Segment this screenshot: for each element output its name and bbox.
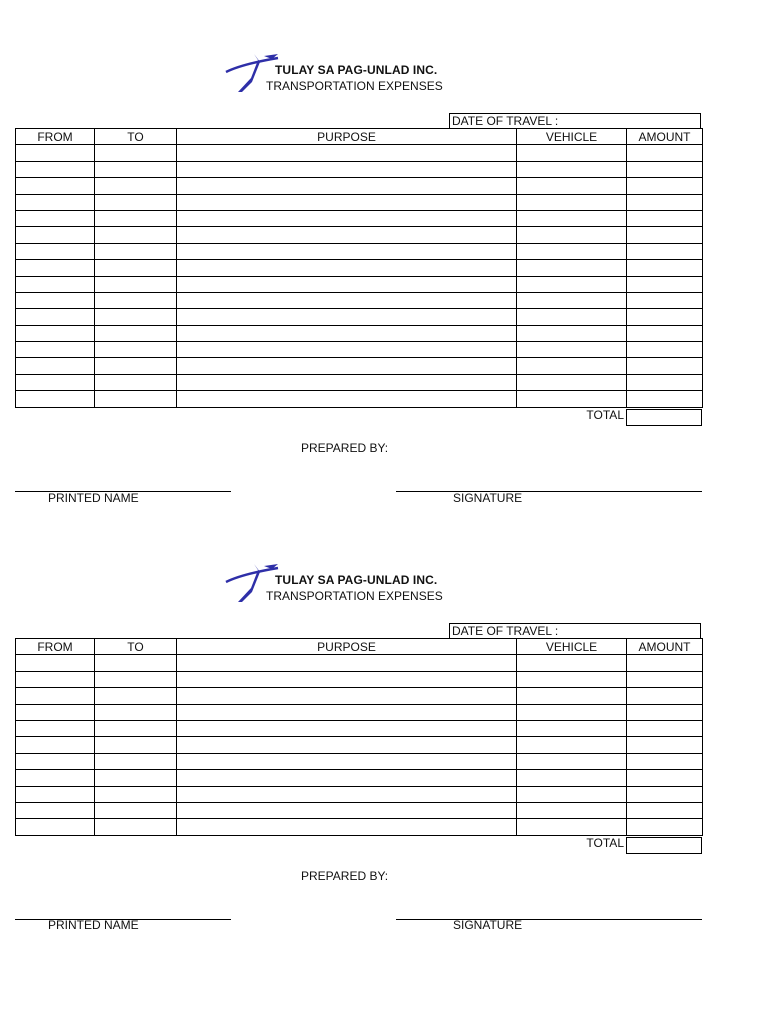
cell-from[interactable] <box>16 194 95 210</box>
company-name: TULAY SA PAG-UNLAD INC. <box>275 63 438 77</box>
cell-purpose[interactable] <box>177 227 517 243</box>
cell-purpose[interactable] <box>177 753 517 769</box>
cell-purpose[interactable] <box>177 325 517 341</box>
table-row <box>16 819 703 835</box>
cell-to[interactable] <box>95 704 177 720</box>
cell-purpose[interactable] <box>177 276 517 292</box>
cell-vehicle[interactable] <box>517 342 627 358</box>
cell-amount[interactable] <box>627 325 703 341</box>
cell-from[interactable] <box>16 819 95 835</box>
form-title: TRANSPORTATION EXPENSES <box>266 79 443 93</box>
table-row <box>16 802 703 818</box>
expense-table <box>15 638 703 836</box>
cell-amount[interactable] <box>627 292 703 308</box>
cell-amount[interactable] <box>627 227 703 243</box>
cell-vehicle[interactable] <box>517 720 627 736</box>
table-row <box>16 358 703 374</box>
cell-vehicle[interactable] <box>517 260 627 276</box>
column-header-vehicle: VEHICLE <box>517 129 627 145</box>
cell-to[interactable] <box>95 260 177 276</box>
table-row <box>16 260 703 276</box>
cell-vehicle[interactable] <box>517 688 627 704</box>
column-header-vehicle: VEHICLE <box>517 639 627 655</box>
cell-purpose[interactable] <box>177 178 517 194</box>
cell-amount[interactable] <box>627 786 703 802</box>
column-header-amount: AMOUNT <box>627 639 703 655</box>
table-row <box>16 243 703 259</box>
cell-from[interactable] <box>16 374 95 390</box>
cell-purpose[interactable] <box>177 802 517 818</box>
cell-purpose[interactable] <box>177 786 517 802</box>
table-row <box>16 704 703 720</box>
cell-amount[interactable] <box>627 342 703 358</box>
cell-purpose[interactable] <box>177 292 517 308</box>
cell-from[interactable] <box>16 260 95 276</box>
cell-vehicle[interactable] <box>517 819 627 835</box>
total-amount-field[interactable] <box>626 409 702 426</box>
form-title: TRANSPORTATION EXPENSES <box>266 589 443 603</box>
cell-to[interactable] <box>95 374 177 390</box>
cell-purpose[interactable] <box>177 243 517 259</box>
cell-vehicle[interactable] <box>517 374 627 390</box>
cell-purpose[interactable] <box>177 819 517 835</box>
cell-to[interactable] <box>95 688 177 704</box>
table-row <box>16 342 703 358</box>
table-row <box>16 720 703 736</box>
cell-from[interactable] <box>16 753 95 769</box>
cell-to[interactable] <box>95 276 177 292</box>
cell-amount[interactable] <box>627 704 703 720</box>
cell-from[interactable] <box>16 802 95 818</box>
cell-to[interactable] <box>95 720 177 736</box>
cell-from[interactable] <box>16 161 95 177</box>
table-row <box>16 145 703 161</box>
cell-to[interactable] <box>95 178 177 194</box>
printed-name-label: PRINTED NAME <box>48 491 139 505</box>
cell-purpose[interactable] <box>177 260 517 276</box>
cell-amount[interactable] <box>627 243 703 259</box>
cell-amount[interactable] <box>627 161 703 177</box>
column-header-to: TO <box>95 129 177 145</box>
cell-amount[interactable] <box>627 145 703 161</box>
cell-purpose[interactable] <box>177 391 517 407</box>
cell-to[interactable] <box>95 358 177 374</box>
cell-to[interactable] <box>95 227 177 243</box>
cell-amount[interactable] <box>627 671 703 687</box>
total-amount-field[interactable] <box>626 837 702 854</box>
cell-to[interactable] <box>95 671 177 687</box>
cell-to[interactable] <box>95 802 177 818</box>
cell-to[interactable] <box>95 391 177 407</box>
cell-from[interactable] <box>16 737 95 753</box>
cell-to[interactable] <box>95 210 177 226</box>
cell-from[interactable] <box>16 720 95 736</box>
cell-vehicle[interactable] <box>517 737 627 753</box>
cell-from[interactable] <box>16 655 95 671</box>
cell-vehicle[interactable] <box>517 178 627 194</box>
cell-purpose[interactable] <box>177 704 517 720</box>
cell-to[interactable] <box>95 309 177 325</box>
column-header-purpose: PURPOSE <box>177 129 517 145</box>
cell-amount[interactable] <box>627 770 703 786</box>
table-header-row <box>16 639 703 655</box>
cell-from[interactable] <box>16 325 95 341</box>
cell-to[interactable] <box>95 194 177 210</box>
table-row <box>16 655 703 671</box>
cell-from[interactable] <box>16 391 95 407</box>
cell-amount[interactable] <box>627 655 703 671</box>
cell-vehicle[interactable] <box>517 194 627 210</box>
cell-vehicle[interactable] <box>517 704 627 720</box>
table-row <box>16 292 703 308</box>
cell-amount[interactable] <box>627 374 703 390</box>
cell-to[interactable] <box>95 786 177 802</box>
cell-amount[interactable] <box>627 178 703 194</box>
table-row <box>16 161 703 177</box>
table-row <box>16 391 703 407</box>
cell-vehicle[interactable] <box>517 292 627 308</box>
cell-to[interactable] <box>95 737 177 753</box>
cell-to[interactable] <box>95 655 177 671</box>
cell-purpose[interactable] <box>177 374 517 390</box>
cell-vehicle[interactable] <box>517 770 627 786</box>
cell-from[interactable] <box>16 688 95 704</box>
cell-vehicle[interactable] <box>517 786 627 802</box>
cell-purpose[interactable] <box>177 161 517 177</box>
cell-amount[interactable] <box>627 210 703 226</box>
table-row <box>16 276 703 292</box>
cell-from[interactable] <box>16 704 95 720</box>
table-row <box>16 770 703 786</box>
table-body <box>16 145 703 407</box>
table-row <box>16 786 703 802</box>
company-name: TULAY SA PAG-UNLAD INC. <box>275 573 438 587</box>
cell-from[interactable] <box>16 243 95 259</box>
table-body <box>16 655 703 835</box>
cell-from[interactable] <box>16 358 95 374</box>
signature-line[interactable] <box>396 491 702 492</box>
printed-name-label: PRINTED NAME <box>48 918 139 932</box>
table-row <box>16 309 703 325</box>
column-header-from: FROM <box>16 129 95 145</box>
signature-label: SIGNATURE <box>453 918 523 932</box>
table-row <box>16 671 703 687</box>
cell-vehicle[interactable] <box>517 391 627 407</box>
column-header-to: TO <box>95 639 177 655</box>
table-row <box>16 210 703 226</box>
signature-line[interactable] <box>396 919 702 920</box>
cell-amount[interactable] <box>627 819 703 835</box>
cell-from[interactable] <box>16 342 95 358</box>
cell-to[interactable] <box>95 243 177 259</box>
cell-from[interactable] <box>16 292 95 308</box>
cell-from[interactable] <box>16 227 95 243</box>
cell-from[interactable] <box>16 145 95 161</box>
cell-amount[interactable] <box>627 194 703 210</box>
cell-to[interactable] <box>95 342 177 358</box>
cell-purpose[interactable] <box>177 194 517 210</box>
table-row <box>16 227 703 243</box>
table-row <box>16 374 703 390</box>
cell-amount[interactable] <box>627 391 703 407</box>
prepared-by-label: PREPARED BY: <box>301 441 389 455</box>
table-row <box>16 753 703 769</box>
cell-to[interactable] <box>95 770 177 786</box>
cell-from[interactable] <box>16 210 95 226</box>
cell-vehicle[interactable] <box>517 753 627 769</box>
cell-amount[interactable] <box>627 688 703 704</box>
cell-purpose[interactable] <box>177 720 517 736</box>
table-row <box>16 194 703 210</box>
cell-purpose[interactable] <box>177 737 517 753</box>
total-label: TOTAL <box>586 836 624 850</box>
cell-purpose[interactable] <box>177 210 517 226</box>
date-of-travel-field[interactable]: DATE OF TRAVEL : <box>449 623 701 639</box>
cell-amount[interactable] <box>627 802 703 818</box>
cell-purpose[interactable] <box>177 655 517 671</box>
cell-purpose[interactable] <box>177 342 517 358</box>
cell-vehicle[interactable] <box>517 671 627 687</box>
cell-to[interactable] <box>95 753 177 769</box>
cell-vehicle[interactable] <box>517 243 627 259</box>
cell-amount[interactable] <box>627 737 703 753</box>
cell-amount[interactable] <box>627 358 703 374</box>
cell-amount[interactable] <box>627 753 703 769</box>
cell-vehicle[interactable] <box>517 227 627 243</box>
cell-from[interactable] <box>16 786 95 802</box>
prepared-by-label: PREPARED BY: <box>301 869 389 883</box>
cell-from[interactable] <box>16 309 95 325</box>
cell-vehicle[interactable] <box>517 210 627 226</box>
expense-table <box>15 128 703 408</box>
cell-purpose[interactable] <box>177 770 517 786</box>
cell-from[interactable] <box>16 671 95 687</box>
cell-vehicle[interactable] <box>517 161 627 177</box>
table-row <box>16 737 703 753</box>
table-header-row <box>16 129 703 145</box>
cell-from[interactable] <box>16 178 95 194</box>
cell-vehicle[interactable] <box>517 145 627 161</box>
cell-from[interactable] <box>16 770 95 786</box>
cell-vehicle[interactable] <box>517 358 627 374</box>
table-row <box>16 178 703 194</box>
column-header-from: FROM <box>16 639 95 655</box>
column-header-amount: AMOUNT <box>627 129 703 145</box>
cell-vehicle[interactable] <box>517 276 627 292</box>
cell-purpose[interactable] <box>177 671 517 687</box>
cell-to[interactable] <box>95 161 177 177</box>
cell-amount[interactable] <box>627 309 703 325</box>
cell-purpose[interactable] <box>177 309 517 325</box>
date-of-travel-field[interactable]: DATE OF TRAVEL : <box>449 113 701 129</box>
cell-to[interactable] <box>95 819 177 835</box>
cell-vehicle[interactable] <box>517 309 627 325</box>
total-label: TOTAL <box>586 408 624 422</box>
cell-purpose[interactable] <box>177 688 517 704</box>
cell-amount[interactable] <box>627 276 703 292</box>
cell-purpose[interactable] <box>177 358 517 374</box>
cell-vehicle[interactable] <box>517 802 627 818</box>
signature-label: SIGNATURE <box>453 491 523 505</box>
cell-from[interactable] <box>16 276 95 292</box>
cell-to[interactable] <box>95 292 177 308</box>
cell-amount[interactable] <box>627 260 703 276</box>
cell-amount[interactable] <box>627 720 703 736</box>
column-header-purpose: PURPOSE <box>177 639 517 655</box>
cell-to[interactable] <box>95 325 177 341</box>
cell-vehicle[interactable] <box>517 655 627 671</box>
cell-vehicle[interactable] <box>517 325 627 341</box>
table-row <box>16 325 703 341</box>
cell-purpose[interactable] <box>177 145 517 161</box>
table-row <box>16 688 703 704</box>
cell-to[interactable] <box>95 145 177 161</box>
